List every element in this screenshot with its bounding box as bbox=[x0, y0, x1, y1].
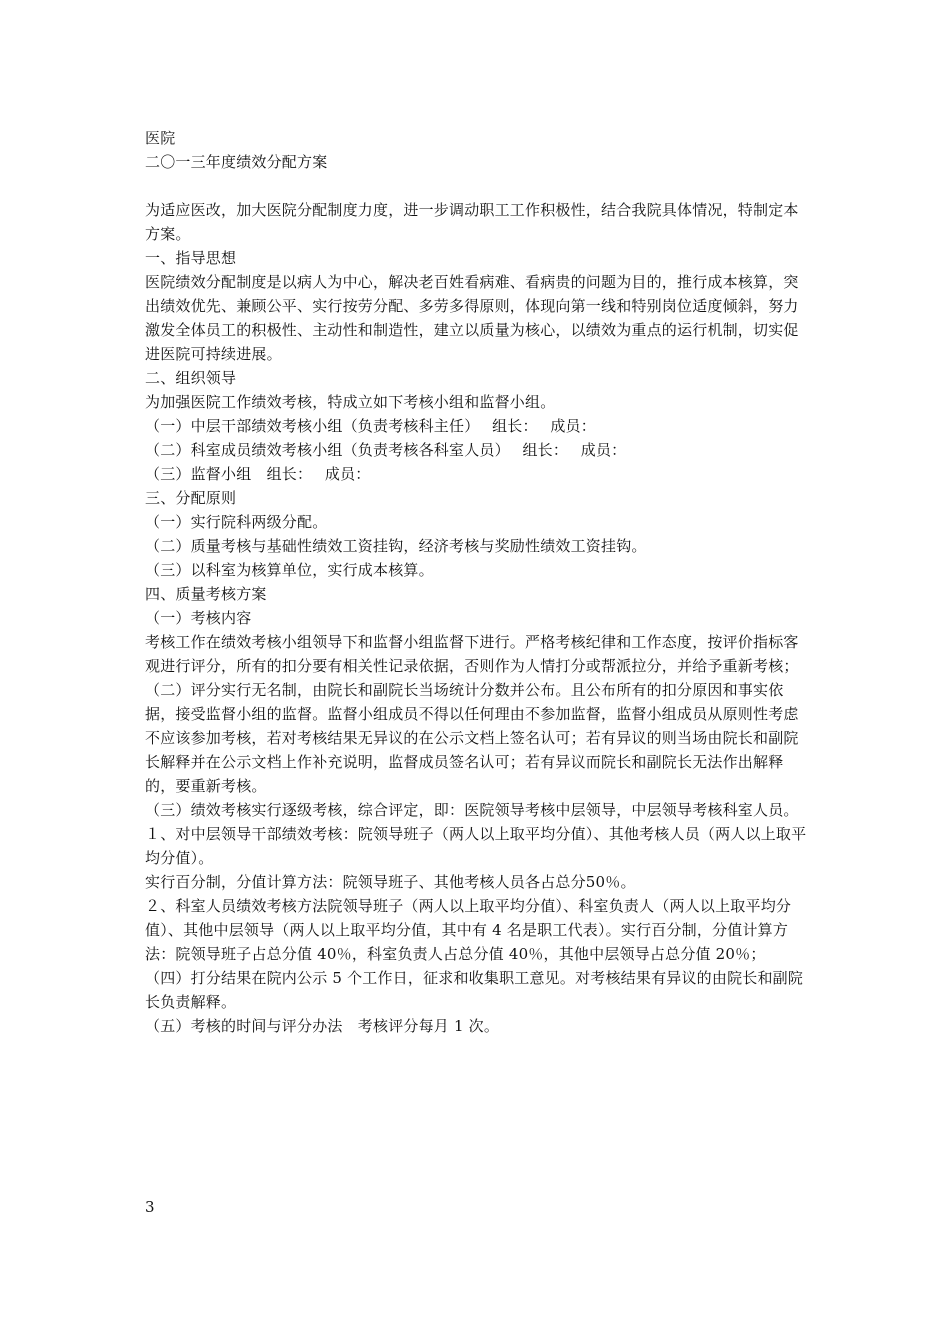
section-2-item-1: （一）中层干部绩效考核小组（负责考核科主任） 组长： 成员： bbox=[145, 417, 596, 435]
section-4-subtitle-1: （一）考核内容 bbox=[145, 609, 252, 627]
document-title: 二〇一三年度绩效分配方案 bbox=[145, 153, 328, 171]
blank-line bbox=[145, 174, 810, 198]
intro-paragraph: 为适应医改，加大医院分配制度力度，进一步调动职工工作积极性，结合我院具体情况，特制定本方案。 bbox=[145, 201, 799, 243]
page-number: 3 bbox=[145, 1198, 155, 1216]
section-3-item-2: （二）质量考核与基础性绩效工资挂钩，经济考核与奖励性绩效工资挂钩。 bbox=[145, 537, 647, 555]
section-4-paragraph-6: ２、科室人员绩效考核方法院领导班子（两人以上取平均分值）、科室负责人（两人以上取平均分值）、其他中层领导（两人以上取平均分值，其中有 4 名是职工代表）。实行百分制，分值计算方法：院领导班子占总分值 40％，科室负责人占总分值 40％，其他中层领导占总分值 20％； bbox=[145, 897, 792, 963]
section-2-body: 为加强医院工作绩效考核，特成立如下考核小组和监督小组。 bbox=[145, 393, 556, 411]
section-3-title: 三、分配原则 bbox=[145, 489, 237, 507]
section-3-item-1: （一）实行院科两级分配。 bbox=[145, 513, 328, 531]
section-1-title: 一、指导思想 bbox=[145, 249, 237, 267]
section-2-title: 二、组织领导 bbox=[145, 369, 237, 387]
section-2-item-3: （三）监督小组 组长： 成员： bbox=[145, 465, 371, 483]
section-3-item-3: （三）以科室为核算单位，实行成本核算。 bbox=[145, 561, 434, 579]
section-1-body: 医院绩效分配制度是以病人为中心，解决老百姓看病难、看病贵的问题为目的，推行成本核算，突出绩效优先、兼顾公平、实行按劳分配、多劳多得原则，体现向第一线和特别岗位适度倾斜，努力激发全体员工的积极性、主动性和制造性，建立以质量为核心，以绩效为重点的运行机制，切实促进医院可持续进展。 bbox=[145, 273, 799, 363]
section-4-title: 四、质量考核方案 bbox=[145, 585, 267, 603]
section-4-paragraph-3: （三）绩效考核实行逐级考核，综合评定，即：医院领导考核中层领导，中层领导考核科室人员。 bbox=[145, 801, 799, 819]
section-4-paragraph-4: １、对中层领导干部绩效考核：院领导班子（两人以上取平均分值）、其他考核人员（两人以上取平均分值）。 bbox=[145, 825, 807, 867]
section-4-paragraph-7: （四）打分结果在院内公示 5 个工作日，征求和收集职工意见。对考核结果有异议的由院长和副院长负责解释。 bbox=[145, 969, 804, 1011]
section-2-item-2: （二）科室成员绩效考核小组（负责考核各科室人员） 组长： 成员： bbox=[145, 441, 627, 459]
section-4-paragraph-8: （五）考核的时间与评分办法 考核评分每月 1 次。 bbox=[145, 1017, 500, 1035]
section-4-paragraph-2: （二）评分实行无名制，由院长和副院长当场统计分数并公布。且公布所有的扣分原因和事实依据，接受监督小组的监督。监督小组成员不得以任何理由不参加监督，监督小组成员从原则性考虑不应该参加考核，若对考核结果无异议的在公示文档上签名认可；若有异议的则当场由院长和副院长解释并在公示文档上作补充说明，监督成员签名认可；若有异议而院长和副院长无法作出解释的，要重新考核。 bbox=[145, 681, 799, 795]
document-body bbox=[145, 126, 810, 1038]
section-4-paragraph-1: 考核工作在绩效考核小组领导下和监督小组监督下进行。严格考核纪律和工作态度，按评价指标客观进行评分，所有的扣分要有相关性记录依据，否则作为人情打分或帮派拉分，并给予重新考核； bbox=[145, 633, 799, 675]
section-4-paragraph-5: 实行百分制，分值计算方法：院领导班子、其他考核人员各占总分50％。 bbox=[145, 873, 636, 891]
header-line-1: 医院 bbox=[145, 129, 176, 147]
